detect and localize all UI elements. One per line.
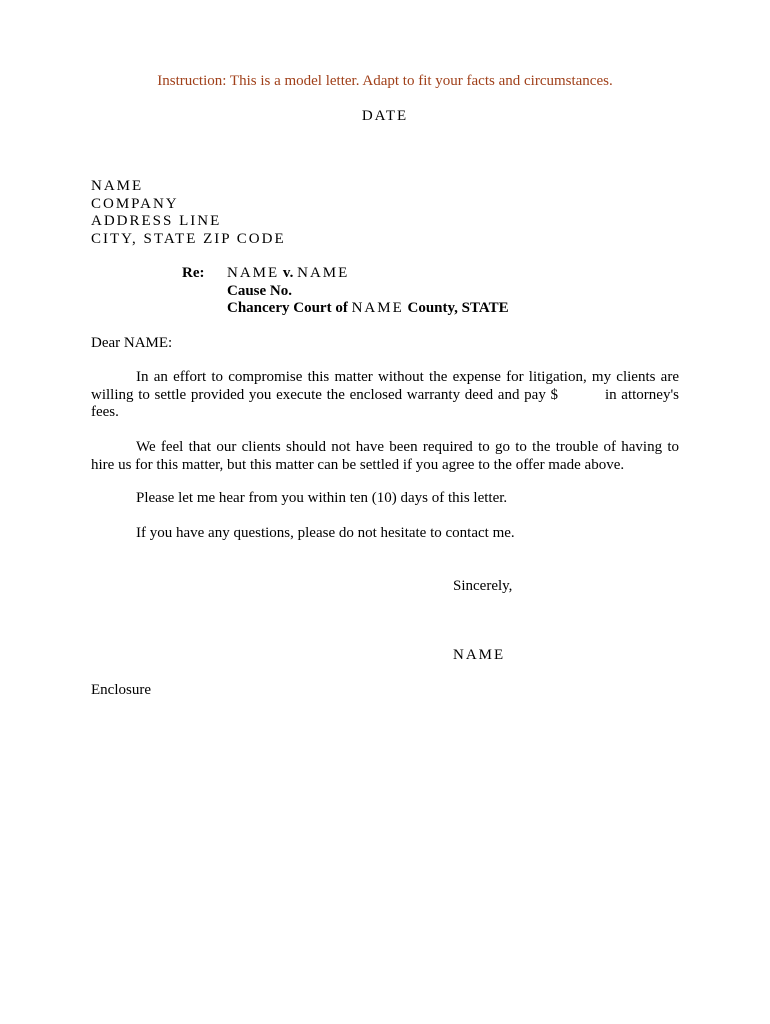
paragraph-3-text: Please let me hear from you within ten (10) days of this letter. <box>136 490 508 506</box>
body-paragraph-1 <box>91 369 683 422</box>
body-paragraph-4 <box>91 525 679 543</box>
closing: Sincerely, <box>453 578 513 594</box>
body-paragraph-3 <box>91 490 679 508</box>
instruction-note: Instruction: This is a model letter. Adapt to fit your facts and circumstances. <box>157 73 613 89</box>
paragraph-2-text: We feel that our clients should not have been required to go to the trouble of having to hire us for this matter, but this matter can be settled if you agree to the offer made above. <box>91 439 679 473</box>
county-name: NAME <box>351 300 404 316</box>
re-label: Re: <box>182 265 205 281</box>
recipient-city-state-zip: CITY, STATE ZIP CODE <box>91 230 286 247</box>
re-block <box>227 265 509 318</box>
letter-date: DATE <box>361 108 409 124</box>
recipient-company: COMPANY <box>91 195 179 212</box>
paragraph-4-text: If you have any questions, please do not hesitate to contact me. <box>136 525 515 541</box>
salutation: Dear NAME: <box>91 335 173 351</box>
recipient-address <box>91 178 286 248</box>
body-paragraph-2 <box>91 439 679 474</box>
case-caption <box>227 265 509 283</box>
cause-number: Cause No. <box>227 282 293 299</box>
court-line <box>227 300 509 318</box>
court-suffix: County, STATE <box>403 300 509 316</box>
enclosure-note: Enclosure <box>91 682 151 698</box>
versus-label: v. <box>279 265 298 281</box>
recipient-name: NAME <box>91 178 144 194</box>
signer-name: NAME <box>453 647 506 663</box>
party-two: NAME <box>297 265 350 281</box>
party-one: NAME <box>227 265 280 281</box>
paragraph-1-text: In an effort to compromise this matter without the expense for litigation, my clients are willing to settle provided you execute the enclosed warranty deed and pay $ in attorney's fees. <box>91 369 683 420</box>
court-prefix: Chancery Court of <box>227 300 352 316</box>
recipient-address-line: ADDRESS LINE <box>91 213 222 229</box>
